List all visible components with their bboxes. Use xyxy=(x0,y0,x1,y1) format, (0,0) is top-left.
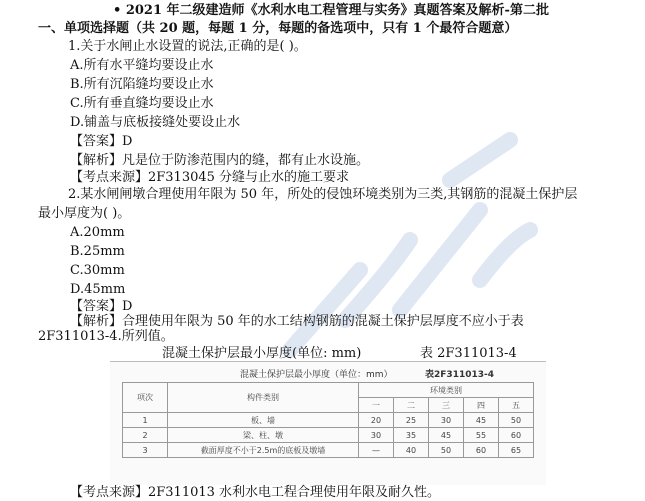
question-2-stem-line2: 最小厚度为( )。 xyxy=(38,206,131,221)
table-cell: 25 xyxy=(394,413,429,428)
table-cell: 60 xyxy=(499,428,534,443)
table-cell: 50 xyxy=(499,413,534,428)
question-1-option-d: D.铺盖与底板接缝处要设止水 xyxy=(70,115,241,130)
table-inner-title: 混凝土保护层最小厚度（单位：mm） xyxy=(240,370,393,380)
question-1-analysis: 【解析】凡是位于防渗范围内的缝，都有止水设施。 xyxy=(70,153,370,168)
table-number: 表 2F311013-4 xyxy=(420,346,517,361)
table-env-col: 一 xyxy=(359,398,394,413)
table-cell: 65 xyxy=(499,443,534,458)
question-2-analysis-line2: 2F311013-4.所列值。 xyxy=(38,329,174,344)
table-row xyxy=(123,428,534,443)
table-cell: 30 xyxy=(359,428,394,443)
question-1-option-c: C.所有垂直缝均要设止水 xyxy=(70,96,214,111)
table-row xyxy=(123,413,534,428)
cover-thickness-table xyxy=(122,382,534,458)
question-2-source: 【考点来源】2F311013 水利水电工程合理使用年限及耐久性。 xyxy=(70,485,441,500)
question-2-analysis-line1: 【解析】合理使用年限为 50 年的水工结构钢筋的混凝土保护层厚度不应小于表 xyxy=(70,314,524,329)
table-header-env: 环境类别 xyxy=(359,383,534,398)
table-header-type: 构件类别 xyxy=(168,383,359,413)
table-cell: 20 xyxy=(359,413,394,428)
table-header-no: 项次 xyxy=(123,383,168,413)
question-2-option-b: B.25mm xyxy=(70,244,125,259)
table-cell: 45 xyxy=(464,413,499,428)
table-cell: 3 xyxy=(123,443,168,458)
question-2-option-d: D.45mm xyxy=(70,282,126,297)
page-title: • 2021 年二级建造师《水利水电工程管理与实务》真题答案及解析-第二批 xyxy=(113,3,549,18)
table-cell: 55 xyxy=(464,428,499,443)
table-cell: 板、墙 xyxy=(168,413,359,428)
question-2-option-a: A.20mm xyxy=(70,225,125,240)
table-cell: 1 xyxy=(123,413,168,428)
table-cell: 30 xyxy=(429,413,464,428)
table-cell: 40 xyxy=(394,443,429,458)
question-1-option-a: A.所有水平缝均要设止水 xyxy=(70,58,214,73)
table-image xyxy=(110,361,546,485)
table-env-col: 五 xyxy=(499,398,534,413)
question-1-stem: 1.关于水闸止水设置的说法,正确的是( )。 xyxy=(68,39,307,54)
table-cell: 2 xyxy=(123,428,168,443)
question-1-option-b: B.所有沉陷缝均要设止水 xyxy=(70,77,214,92)
table-caption: 混凝土保护层最小厚度(单位: mm) xyxy=(162,346,362,361)
question-2-option-c: C.30mm xyxy=(70,263,125,278)
table-cell: 45 xyxy=(429,428,464,443)
question-1-answer: 【答案】D xyxy=(70,134,133,149)
question-2-stem-line1: 2.某水闸闸墩合理使用年限为 50 年，所处的侵蚀环境类别为三类,其钢筋的混凝土保护层 xyxy=(68,187,578,202)
table-cell: 梁、柱、墩 xyxy=(168,428,359,443)
table-row xyxy=(123,443,534,458)
table-cell: 35 xyxy=(394,428,429,443)
table-cell: 50 xyxy=(429,443,464,458)
table-env-col: 三 xyxy=(429,398,464,413)
table-cell: — xyxy=(359,443,394,458)
table-cell: 截面厚度不小于2.5m的底板及墩墙 xyxy=(168,443,359,458)
table-cell: 60 xyxy=(464,443,499,458)
question-1-source: 【考点来源】2F313045 分缝与止水的施工要求 xyxy=(70,170,350,185)
table-env-col: 二 xyxy=(394,398,429,413)
question-2-answer: 【答案】D xyxy=(70,299,133,314)
table-env-col: 四 xyxy=(464,398,499,413)
table-inner-number: 表2F311013-4 xyxy=(425,370,494,380)
section-heading: 一、单项选择题（共 20 题，每题 1 分，每题的备选项中，只有 1 个最符合题意） xyxy=(38,21,518,36)
